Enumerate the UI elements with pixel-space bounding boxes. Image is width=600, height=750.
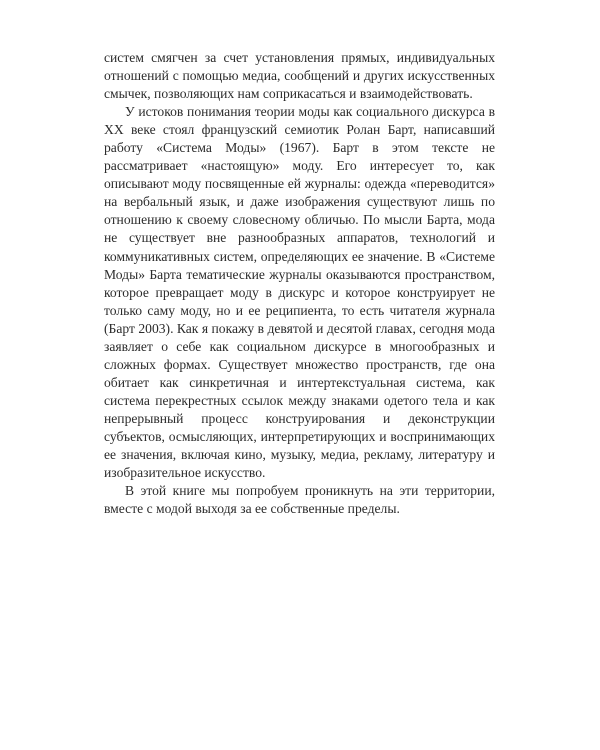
paragraph-conclusion: В этой книге мы попробуем проникнуть на эти территории, вместе с модой выходя за ее собственные пределы. — [104, 483, 495, 517]
paragraph-barthes: У истоков понимания теории моды как социального дискурса в XX веке стоял французский семиотик Ролан Барт, написавший работу «Система Моды» (1967). Барт в этом тексте не рассматривает «настоящую» моду. Его интересует то, как описывают моду посвященные ей журналы: одежда «переводится» на вербальный язык, и даже изображения существуют лишь по отношению к своему словесному обличью. По мысли Барта, мода не существует вне разнообразных аппаратов, технологий и коммуникативных систем, определяющих ее значение. В «Системе Моды» Барта тематические журналы оказываются пространством, которое превращает моду в дискурс и которое конструирует не только саму моду, но и ее реципиента, то есть читателя журнала (Барт 2003). Как я покажу в девятой и десятой главах, сегодня мода заявляет о себе как социальном дискурсе в многообразных и сложных формах. Существует множество пространств, где она обитает как синкретичная и интертекстуальная система, как система перекрестных ссылок между знаками одетого тела и как непрерывный процесс конструирования и деконструкции субъектов, осмысляющих, интерпретирующих и воспринимающих ее значения, включая кино, музыку, медиа, рекламу, литературу и изобразительное искусство. — [104, 104, 495, 481]
paragraph-continuation: систем смягчен за счет установления прямых, индивидуальных отношений с помощью медиа, сообщений и других искусственных смычек, позволяющих нам соприкасаться и взаимодействовать. — [104, 50, 495, 102]
body-text — [104, 49, 495, 518]
